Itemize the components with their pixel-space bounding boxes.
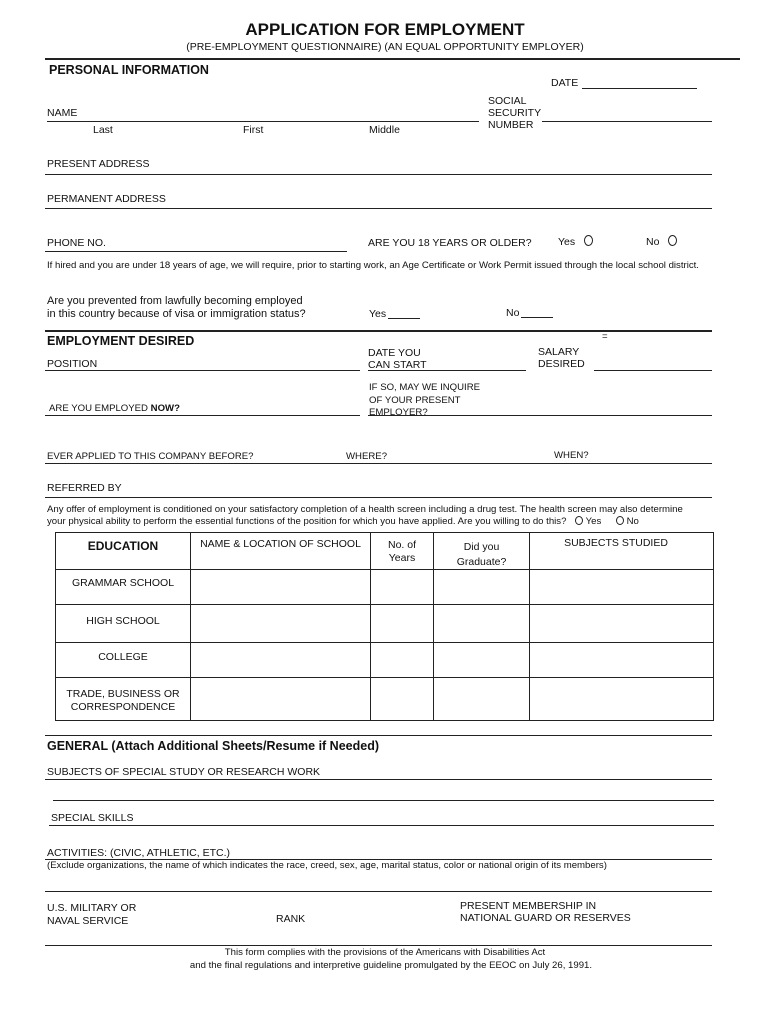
name-last-caption: Last: [93, 124, 113, 136]
education-row-college: COLLEGE: [98, 651, 148, 663]
special-study-field-2[interactable]: [53, 800, 714, 801]
special-study-label: SUBJECTS OF SPECIAL STUDY OR RESEARCH WORK: [47, 766, 321, 778]
general-rule: [45, 735, 712, 736]
general-heading: GENERAL (Attach Additional Sheets/Resume if Needed): [47, 739, 379, 753]
education-row-divider-2: [55, 604, 714, 605]
health-line2-row: [47, 516, 683, 528]
special-skills-field[interactable]: [49, 825, 714, 826]
education-row-trade-line2: CORRESPONDENCE: [70, 701, 176, 713]
minor-note: If hired and you are under 18 years of age, we will require, prior to starting work, an Age Certificate or Work Permit issued through the local school district.: [47, 260, 699, 271]
rank-label: RANK: [276, 913, 306, 925]
health-no-label: No: [626, 516, 639, 527]
visa-no-label: No: [506, 307, 520, 319]
header-rule: [45, 58, 740, 60]
age-no-option[interactable]: [646, 235, 677, 248]
education-row-trade: [56, 688, 190, 714]
salary-field[interactable]: [594, 370, 712, 371]
employed-now-label: [49, 403, 180, 414]
permanent-address-field[interactable]: [45, 208, 712, 209]
footer-line2: and the final regulations and interpretive guideline promulgated by the EEOC on July 26, 1991.: [189, 960, 593, 971]
position-label: POSITION: [47, 358, 98, 370]
ssn-label-line1: SOCIAL: [488, 95, 527, 107]
inquire-line2: OF YOUR PRESENT: [369, 394, 461, 406]
start-date-line2: CAN START: [368, 359, 427, 371]
military-label: [47, 902, 136, 928]
ssn-label-line2: SECURITY: [488, 107, 542, 119]
ssn-label: [488, 95, 541, 131]
inquire-line3: EMPLOYER?: [369, 407, 428, 418]
col-school-name: NAME & LOCATION OF SCHOOL: [200, 538, 361, 550]
referred-by-label: REFERRED BY: [47, 482, 122, 494]
form-title: APPLICATION FOR EMPLOYMENT: [245, 20, 525, 39]
present-address-field[interactable]: [45, 174, 712, 175]
name-first-caption: First: [243, 124, 264, 136]
education-row-grammar: GRAMMAR SCHOOL: [71, 577, 175, 589]
form-subtitle: (PRE-EMPLOYMENT QUESTIONNAIRE) (AN EQUAL OPPORTUNITY EMPLOYER): [186, 41, 584, 53]
when-label: WHEN?: [554, 450, 589, 461]
date-field[interactable]: [582, 88, 697, 89]
col-graduate: [434, 540, 529, 570]
name-field[interactable]: [47, 121, 479, 122]
applied-before-field[interactable]: [45, 463, 712, 464]
referred-by-field[interactable]: [45, 497, 712, 498]
education-row-divider-3: [55, 642, 714, 643]
guard-label-line1: PRESENT MEMBERSHIP IN: [460, 900, 597, 912]
age-yes-radio-icon[interactable]: [584, 235, 593, 246]
equals-mark: =: [602, 331, 608, 342]
special-skills-label: SPECIAL SKILLS: [51, 812, 134, 824]
visa-no-field[interactable]: [521, 317, 553, 318]
education-heading: EDUCATION: [87, 539, 159, 553]
visa-question-line2: in this country because of visa or immigration status?: [47, 308, 306, 320]
age-yes-option[interactable]: [558, 235, 593, 248]
present-address-label: PRESENT ADDRESS: [47, 158, 150, 170]
education-col-divider-1: [190, 532, 191, 721]
date-label-text: DATE: [551, 77, 579, 89]
col-subjects: SUBJECTS STUDIED: [564, 537, 668, 549]
visa-yes-label: Yes: [369, 308, 387, 320]
footer-line1: This form complies with the provisions of the Americans with Disabilities Act: [224, 947, 546, 958]
health-yes-radio-icon[interactable]: [575, 516, 583, 525]
employed-now-field[interactable]: [45, 415, 360, 416]
education-row-divider-1: [55, 569, 714, 570]
employed-now-emphasis: NOW?: [150, 403, 180, 414]
visa-yes-field[interactable]: [388, 318, 420, 319]
col-graduate-line1: Did you: [463, 541, 500, 553]
education-col-divider-4: [529, 532, 530, 721]
health-screen-note: [47, 504, 683, 528]
activities-label: ACTIVITIES: (CIVIC, ATHLETIC, ETC.): [47, 847, 230, 859]
start-date-field[interactable]: [368, 370, 526, 371]
salary-label: [538, 346, 585, 370]
military-label-line1: U.S. MILITARY OR: [47, 902, 137, 914]
age-no-label: No: [646, 236, 660, 248]
military-label-line2: NAVAL SERVICE: [47, 915, 129, 927]
name-label: NAME: [47, 107, 78, 119]
guard-label-line2: NATIONAL GUARD OR RESERVES: [460, 912, 631, 924]
employment-heading: EMPLOYMENT DESIRED: [47, 334, 195, 348]
activities-note: (Exclude organizations, the name of which indicates the race, creed, sex, age, marital status, color or national origin of its members): [47, 860, 607, 871]
military-field[interactable]: [45, 945, 712, 946]
salary-label-line1: SALARY: [538, 346, 580, 358]
education-row-high-school: HIGH SCHOOL: [86, 615, 160, 627]
age-no-radio-icon[interactable]: [668, 235, 677, 246]
position-field[interactable]: [45, 370, 360, 371]
education-row-trade-line1: TRADE, BUSINESS OR: [66, 688, 180, 700]
special-study-field[interactable]: [45, 779, 712, 780]
employment-rule: [45, 330, 712, 332]
name-middle-caption: Middle: [369, 124, 400, 136]
start-date-line1: DATE YOU: [368, 347, 421, 359]
employed-now-text: ARE YOU EMPLOYED: [49, 403, 151, 414]
health-line2: your physical ability to perform the essential functions of the position for which you have applied. Are you willing to do this?: [47, 516, 567, 527]
visa-question-line1: Are you prevented from lawfully becoming employed: [47, 295, 303, 307]
age-yes-label: Yes: [558, 236, 576, 248]
guard-label: [460, 900, 631, 924]
where-label: WHERE?: [346, 451, 388, 462]
col-years-line2: Years: [388, 552, 416, 564]
health-yes-label: Yes: [585, 516, 602, 527]
ssn-label-line3: NUMBER: [488, 119, 534, 131]
ssn-field[interactable]: [542, 121, 712, 122]
personal-info-heading: PERSONAL INFORMATION: [49, 63, 209, 77]
date-label: [551, 77, 578, 89]
col-years-line1: No. of: [387, 539, 416, 551]
inquire-line1: IF SO, MAY WE INQUIRE: [369, 382, 481, 393]
col-years: [371, 539, 433, 565]
health-line1: Any offer of employment is conditioned on your satisfactory completion of a health screen including a drug test. The health screen may also determine: [47, 504, 683, 515]
education-row-divider-4: [55, 677, 714, 678]
visa-question: [47, 295, 306, 321]
start-date-label: [368, 347, 427, 371]
age-question: ARE YOU 18 YEARS OR OLDER?: [368, 237, 532, 249]
permanent-address-label: PERMANENT ADDRESS: [47, 193, 166, 205]
inquire-field[interactable]: [368, 415, 712, 416]
activities-field-2[interactable]: [45, 891, 712, 892]
phone-field[interactable]: [45, 251, 347, 252]
phone-label: PHONE NO.: [47, 237, 106, 249]
inquire-label: [369, 382, 480, 420]
col-graduate-line2: Graduate?: [456, 556, 507, 568]
health-no-radio-icon[interactable]: [616, 516, 624, 525]
applied-before-label: EVER APPLIED TO THIS COMPANY BEFORE?: [47, 451, 254, 462]
salary-label-line2: DESIRED: [538, 358, 585, 370]
